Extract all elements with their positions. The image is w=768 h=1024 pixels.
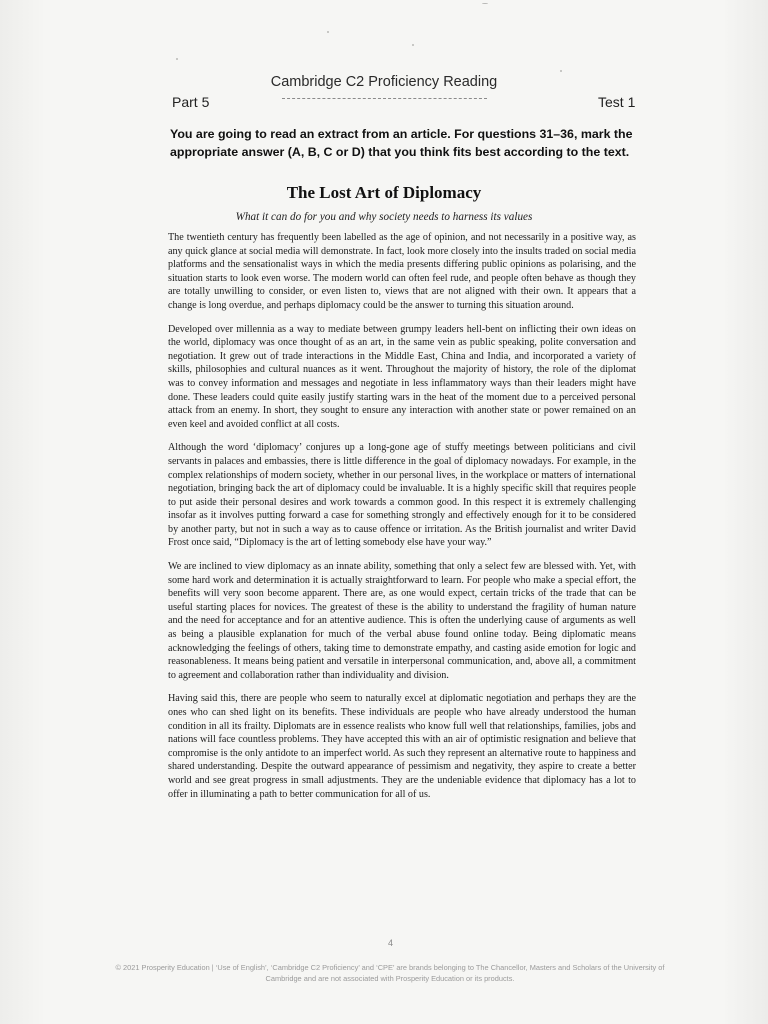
header-rule: [282, 98, 487, 99]
test-label: Test 1: [598, 94, 636, 110]
exam-header-title: Cambridge C2 Proficiency Reading: [270, 74, 498, 90]
scan-speck: [482, 3, 488, 4]
part-label: Part 5: [172, 94, 210, 110]
article-paragraph-3: Although the word ‘diplomacy’ conjures up a long-gone age of stuffy meetings between politicians and civil servants in palaces and embassies, there is little difference in the goal of diplomacy nowadays. For example, in the complex relationships of modern society, whether in our personal lives, in the workplace or matters of international negotiation, bringing back the art of diplomacy could be invaluable. It is a highly specific skill that requires people to put aside their personal desires and work towards a common good. In this respect it is extremely challenging insofar as it involves putting forward a case for something strongly and effectively enough for it to be considered by another party, but not in such a way as to cause offence or irritation. As the British journalist and writer David Frost once said, “Diplomacy is the art of letting somebody else have your way.”: [168, 442, 636, 549]
scan-speck: [412, 44, 414, 46]
copyright-footer: © 2021 Prosperity Education | ‘Use of English’, ‘Cambridge C2 Proficiency’ and ‘CPE’ are brands belonging to The Chancellor, Masters and Scholars of the University of Cambridge and are not associated with Prosperity Education or its products.: [115, 963, 665, 983]
article-paragraph-1: The twentieth century has frequently been labelled as the age of opinion, and not necessarily in a positive way, as any quick glance at social media will demonstrate. In fact, look more closely into the insults traded on social media platforms and the sensationalist ways in which the media presents differing public opinions as polarising, and the situation starts to look even worse. The modern world can often feel rude, and people often behave as though they are totally unwilling to consider, or even listen to, views that are not aligned with their own. It appears that a change is long overdue, and perhaps diplomacy could be the answer to turning this situation around.: [168, 232, 636, 311]
article-paragraph-4: We are inclined to view diplomacy as an innate ability, something that only a select few are blessed with. Yet, with some hard work and determination it is actually straightforward to learn. For people who make a special effort, the benefits will very soon become apparent. There are, as one would expect, certain tricks of the trade that can be useful starting places for novices. The greatest of these is the ability to understand the fragility of human nature and the need for acceptance and for an attentive audience. This is often the underlying cause of arguments as well as being a plausible explanation for much of the verbal abuse found online today. Being diplomatic means acknowledging the feelings of others, taking time to demonstrate empathy, and casting aside emotion for logic and reasonableness. It means being patient and versatile in interpersonal communication, and, above all, a commitment to agreement and collaboration rather than individuality and division.: [168, 561, 636, 681]
page-number: 4: [388, 938, 394, 948]
article-subtitle: What it can do for you and why society needs to harness its values: [235, 211, 533, 223]
scan-speck: [327, 31, 329, 33]
scan-speck: [560, 70, 562, 72]
article-body: [168, 231, 636, 811]
article-paragraph-5: Having said this, there are people who seem to naturally excel at diplomatic negotiation and perhaps they are the ones who can shed light on its benefits. These individuals are people who have already understood the human condition in all its frailty. Diplomats are in essence realists who know full well that relationships, families, jobs and nations will face countless problems. They have accepted this with an air of optimistic resignation and believe that compromise is the only antidote to an imperfect world. As such they represent an alternative route to happiness and shared understanding. Despite the outward appearance of pessimism and negativity, they aspire to create a better world and see great progress in small adjustments. They are the undeniable evidence that diplomacy has a lot to offer in illuminating a path to better communication for all of us.: [168, 693, 636, 800]
article-title: The Lost Art of Diplomacy: [286, 183, 482, 202]
scan-speck: [176, 58, 178, 60]
task-instructions: You are going to read an extract from an article. For questions 31–36, mark the appropriate answer (A, B, C or D) that you think fits best according to the text.: [170, 127, 633, 159]
article-paragraph-2: Developed over millennia as a way to mediate between grumpy leaders hell-bent on inflicting their own ideas on the world, diplomacy was once thought of as an art, in the same vein as public speaking, polite conversation and negotiation. It grew out of trade interactions in the Middle East, China and India, and incorporated a variety of skills, philosophies and cultural nuances as it went. Throughout the majority of history, the role of the diplomat was to convey information and messages and negotiate in less inflammatory ways than their leaders might have done. These leaders could quite easily justify starting wars in the heat of the moment due to a perceived personal attack from an enemy. In short, they sought to ensure any interaction with another state or power remained on an even keel and avoided conflict at all costs.: [168, 323, 636, 430]
